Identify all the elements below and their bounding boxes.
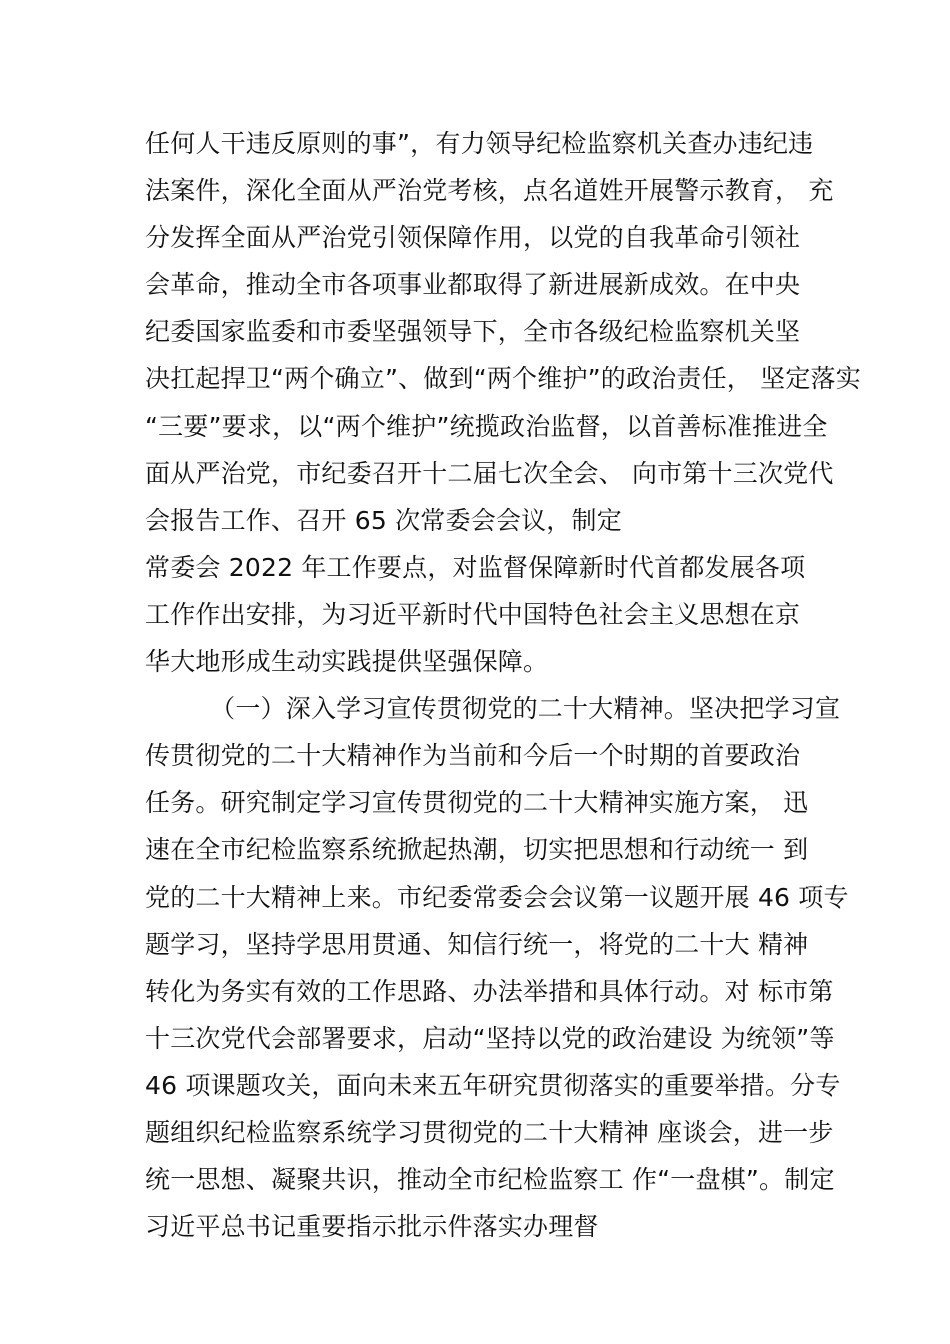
body-line: 46 项课题攻关，面向未来五年研究贯彻落实的重要举措。分专	[145, 1070, 841, 1100]
body-line: 题组织纪检监察系统学习贯彻党的二十大精神 座谈会，进一步	[145, 1117, 834, 1147]
body-line: 传贯彻党的二十大精神作为当前和今后一个时期的首要政治	[145, 741, 801, 771]
body-line: 工作作出安排，为习近平新时代中国特色社会主义思想在京	[145, 599, 801, 629]
body-line: 任何人干违反原则的事”，有力领导纪检监察机关查办违纪违	[145, 129, 814, 158]
body-line: 转化为务实有效的工作思路、办法举措和具体行动。对 标市第	[145, 976, 834, 1006]
body-line: 任务。研究制定学习宣传贯彻党的二十大精神实施方案， 迅	[145, 788, 809, 818]
body-line: “三要”要求，以“两个维护”统揽政治监督，以首善标准推进全	[145, 411, 828, 441]
body-line: 常委会 2022 年工作要点，对监督保障新时代首都发展各项	[145, 552, 806, 582]
body-line: 华大地形成生动实践提供坚强保障。	[145, 647, 549, 677]
body-line: 党的二十大精神上来。市纪委常委会会议第一议题开展 46 项专	[145, 882, 849, 912]
body-line: 十三次党代会部署要求，启动“坚持以党的政治建设 为统领”等	[145, 1023, 835, 1053]
body-line: 分发挥全面从严治党引领保障作用，以党的自我革命引领社	[145, 223, 801, 253]
document-body-text	[145, 120, 861, 1250]
body-line: 会报告工作、召开 65 次常委会会议，制定	[145, 505, 622, 535]
body-line: 面从严治党，市纪委召开十二届七次全会、 向市第十三次党代	[145, 458, 834, 488]
body-line: 法案件，深化全面从严治党考核，点名道姓开展警示教育， 充	[145, 176, 834, 206]
section-heading-line: （一）深入学习宣传贯彻党的二十大精神。坚决把学习宣	[145, 694, 841, 724]
body-line: 速在全市纪检监察系统掀起热潮，切实把思想和行动统一 到	[145, 835, 809, 865]
body-line: 会革命，推动全市各项事业都取得了新进展新成效。在中央	[145, 270, 801, 300]
body-line: 纪委国家监委和市委坚强领导下，全市各级纪检监察机关坚	[145, 317, 801, 347]
body-line: 题学习，坚持学思用贯通、知信行统一，将党的二十大 精神	[145, 929, 809, 959]
body-line: 决扛起捍卫“两个确立”、做到“两个维护”的政治责任， 坚定落实	[145, 364, 861, 394]
body-line: 习近平总书记重要指示批示件落实办理督	[145, 1212, 599, 1242]
body-line: 统一思想、凝聚共识，推动全市纪检监察工 作“一盘棋”。制定	[145, 1165, 835, 1195]
